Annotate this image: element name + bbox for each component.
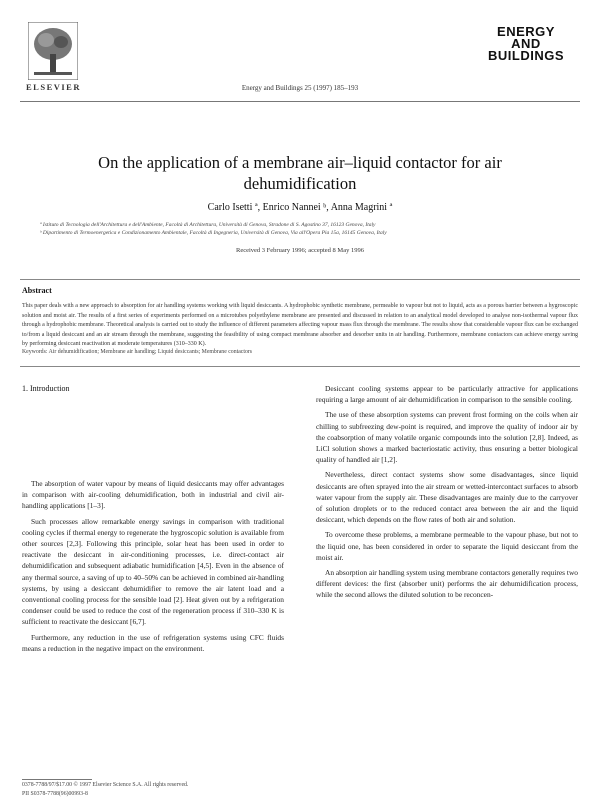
paragraph: An absorption air handling system using membrane contactors generally requires two different devices: the first (absorber unit) performs the air dehumidification process, while the second allows the diluted solution to be reconcen- [316, 568, 578, 600]
section-heading: 1. Introduction [22, 384, 70, 393]
paragraph: The absorption of water vapour by means of liquid desiccants may offer advantages in comparison with air-cooling dehumidification, both in industrial and civil air-handling applications [1–3]. [22, 479, 284, 511]
paragraph: The use of these absorption systems can prevent frost forming on the coils when air chilling to subfreezing dew-point is required, and improve the quality of indoor air by the coabsorption of many volatile organic compounds into the solution [2,8]. Indeed, as LiCl solution shows a marked bacteriostatic activity, thus ensuring a better biological quality of handled air [1,2]. [316, 410, 578, 465]
keywords: Keywords: Air dehumidification; Membrane air handling; Liquid desiccants; Membrane contactors [22, 349, 253, 355]
abstract-top-divider [20, 279, 580, 280]
abstract-heading: Abstract [22, 286, 52, 295]
paragraph: Nevertheless, direct contact systems show some disadvantages, since liquid desiccants are often sprayed into the air stream or wetted-intercontact surfaces to absorb water vapour from the supply air. These disadvantages are mainly due to the carryover of solution droplets or to the reduced contact area between the air and the liquid desiccant, which depends on the flow rates of both air and solution. [316, 470, 578, 525]
received-dates: Received 3 February 1996; accepted 8 May 1996 [236, 247, 364, 254]
left-column [22, 478, 284, 658]
journal-brand-line: ENERGY [497, 24, 555, 39]
journal-brand [476, 26, 576, 62]
footer-divider [22, 779, 92, 780]
article-title: On the application of a membrane air–liquid contactor for air dehumidification [98, 153, 502, 193]
publisher-name: ELSEVIER [26, 82, 81, 92]
pii-line: PII S0378-7788(96)00993-8 [22, 790, 88, 797]
abstract-bottom-divider [20, 366, 580, 367]
paragraph: To overcome these problems, a membrane permeable to the vapour phase, but not to the liquid one, has been considered in order to separate the liquid desiccant from the moist air. [316, 530, 578, 562]
right-column [316, 383, 578, 605]
journal-citation: Energy and Buildings 25 (1997) 185–193 [241, 84, 359, 92]
paragraph: Such processes allow remarkable energy savings in comparison with traditional cooling cycles if thermal energy to regenerate the hygroscopic solution is available from other sources [2,3]. Following this principle, solar heat has been used in order to reactivate the desiccant in air-conditioning processes, i.e. direct-contact air dehumidification and subsequent adiabatic humidification [4,5]. Even in the absence of any thermal source, a saving of up to 40–50% can be achieved in combined air-handling systems, by using a desiccant dehumidifier to remove the air latent load and a conventional cooling process for the sensible load [2]. Heat given out by a refrigeration condenser could be used to reduce the cost of the regeneration process if 310–330 K is sufficient to reactivate the desiccant [6,7]. [22, 516, 284, 627]
journal-brand-line: BUILDINGS [488, 48, 564, 63]
copyright-footer [22, 781, 292, 798]
affiliation-b: ᵇ Dipartimento di Termoenergetica e Condizionamento Ambientale, Facoltà di Ingegneria, Università di Genova, Via all'Opera Pia 15a, 16145 Genova, Italy [40, 230, 387, 236]
elsevier-tree-logo [28, 22, 78, 80]
paragraph: Furthermore, any reduction in the use of refrigeration systems using CFC fluids means a reduction in the negative impact on the environment. [22, 632, 284, 653]
header-divider [20, 101, 580, 102]
copyright-line: 0378-7788/97/$17.00 © 1997 Elsevier Science S.A. All rights reserved. [22, 782, 189, 788]
paragraph: Desiccant cooling systems appear to be particularly attractive for applications requiring a large amount of air dehumidification in comparison to the sensible cooling. [316, 384, 578, 405]
author-list: Carlo Isetti ª, Enrico Nannei ᵇ, Anna Magrini ª [207, 202, 393, 213]
journal-brand-line: AND [511, 36, 541, 51]
abstract-text: This paper deals with a new approach to absorption for air handling systems working with liquid desiccants. A hydrophobic synthetic membrane, permeable to vapour but not to liquid, acts as a porous barrier between a hygroscopic solution and moist air. The results of a first series of experiments performed on a microtubes polyethylene membrane are presented and discussed in relation to an analytical model developed to analyse non-isothermal vapour flux through a hydrophobic membrane. Theoretical analysis is carried out to study the influence of different parameters affecting vapour mass flux through the membrane. The results show that considerable vapour flux can be exchanged to/from a liquid desiccant and an air stream through the membrane, suggesting the feasibility of using compact membrane absorber and desorber units in air handling. Furthermore, membrane contactors can achieve energy saving by performing desiccant reactivation at moderate temperatures (310–330 K). [22, 303, 578, 348]
affiliation-a: ª Istituto di Tecnologia dell'Architettura e dell'Ambiente, Facoltà di Architettura, Università di Genova, Stradone di S. Agostino 37, 16123 Genova, Italy [40, 222, 376, 228]
